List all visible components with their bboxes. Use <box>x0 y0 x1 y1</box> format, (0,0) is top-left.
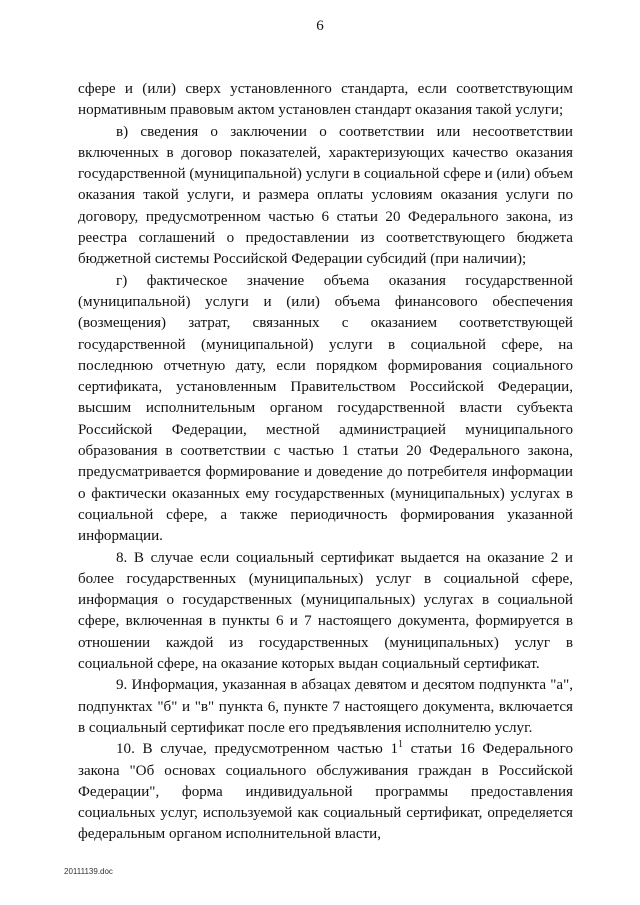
superscript-mark: 1 <box>398 739 403 751</box>
paragraph-subitem-v: в) сведения о заключении о соответствии или несоответствии включенных в договор показателей, характеризующих качество оказания государственной (муниципальной) услуги в социальной сфере и (или) объем оказания такой услуги, и размера оплаты условиям оказания услуги по договору, предусмотренном частью 6 статьи 20 Федерального закона, из реестра соглашений о предоставлении из соответствующего бюджета бюджетной системы Российской Федерации субсидий (при наличии); <box>78 123 573 268</box>
paragraph-item-8: 8. В случае если социальный сертификат выдается на оказание 2 и более государственных (муниципальных) услуг в социальной сфере, информация о государственных (муниципальных) услугах в социальной сфере, включенная в пункты 6 и 7 настоящего документа, формируется в отношении каждой из государственных (муниципальных) услуг в социальной сфере, на оказание которых выдан социальный сертификат. <box>78 549 573 673</box>
document-body <box>78 79 573 846</box>
paragraph-continuation: сфере и (или) сверх установленного стандарта, если соответствующим нормативным правовым актом установлен стандарт оказания такой услуги; <box>78 81 573 119</box>
paragraph-item-10 <box>78 739 573 845</box>
paragraph-item-9: 9. Информация, указанная в абзацах девятом и десятом подпункта "а", подпунктах "б" и "в" пункта 6, пункте 7 настоящего документа, включается в социальный сертификат после его предъявления исполнителю услуг. <box>78 677 573 736</box>
page-number: 6 <box>316 18 324 34</box>
paragraph-item-10-start: 10. В случае, предусмотренном частью 1 <box>116 741 398 758</box>
paragraph-item-10-rest: статьи 16 Федерального закона "Об основах социального обслуживания граждан в Российской Федерации", форма индивидуальной программы предоставления социальных услуг, используемой как социальный сертификат, определяется федеральным органом исполнительной власти, <box>78 741 573 843</box>
footer-filename: 20111139.doc <box>64 867 113 876</box>
paragraph-subitem-g: г) фактическое значение объема оказания государственной (муниципальной) услуги и (или) объема финансового обеспечения (возмещения) затрат, связанных с оказанием соответствующей государственной (муниципальной) услуги в социальной сфере, на последнюю отчетную дату, если порядком формирования социального сертификата, установленным Правительством Российской Федерации, высшим исполнительным органом государственной власти субъекта Российской Федерации, местной администрацией муниципального образования в соответствии с частью 1 статьи 20 Федерального закона, предусматривается формирование и доведение до потребителя информации о фактически оказанных ему государственных (муниципальных) услугах в социальной сфере, а также периодичность формирования указанной информации. <box>78 272 573 545</box>
